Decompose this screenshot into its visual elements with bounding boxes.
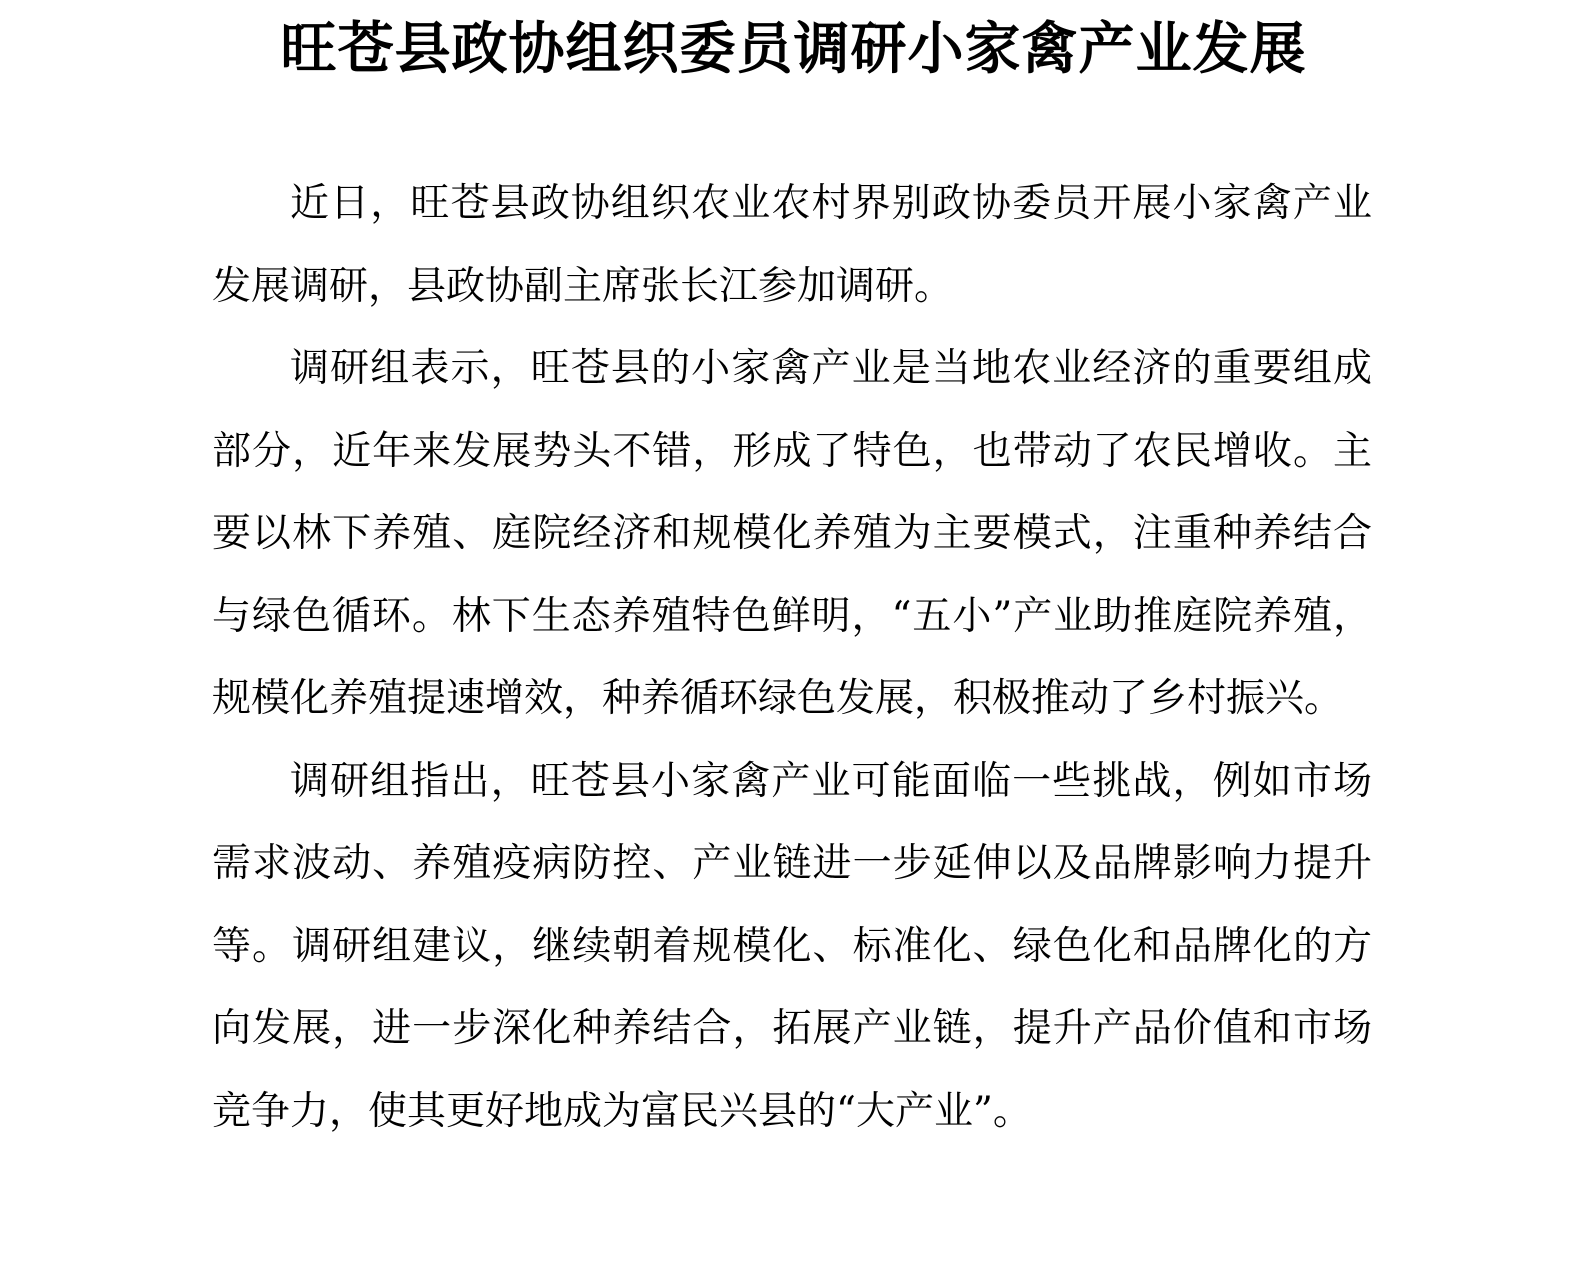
article-body [212,163,1372,1153]
paragraph-challenges-suggestions: 调研组指出，旺苍县小家禽产业可能面临一些挑战，例如市场需求波动、养殖疫病防控、产业链进一步延伸以及品牌影响力提升等。调研组建议，继续朝着规模化、标准化、绿色化和品牌化的方向发展，进一步深化种养结合，拓展产业链，提升产品价值和市场竞争力，使其更好地成为富民兴县的“大产业”。 [212,758,1372,1134]
paragraph-findings: 调研组表示，旺苍县的小家禽产业是当地农业经济的重要组成部分，近年来发展势头不错，形成了特色，也带动了农民增收。主要以林下养殖、庭院经济和规模化养殖为主要模式，注重种养结合与绿色循环。林下生态养殖特色鲜明，“五小”产业助推庭院养殖，规模化养殖提速增效，种养循环绿色发展，积极推动了乡村振兴。 [212,346,1372,721]
article-title: 旺苍县政协组织委员调研小家禽产业发展 [280,16,1307,82]
paragraph-intro: 近日，旺苍县政协组织农业农村界别政协委员开展小家禽产业发展调研，县政协副主席张长江参加调研。 [212,181,1372,309]
